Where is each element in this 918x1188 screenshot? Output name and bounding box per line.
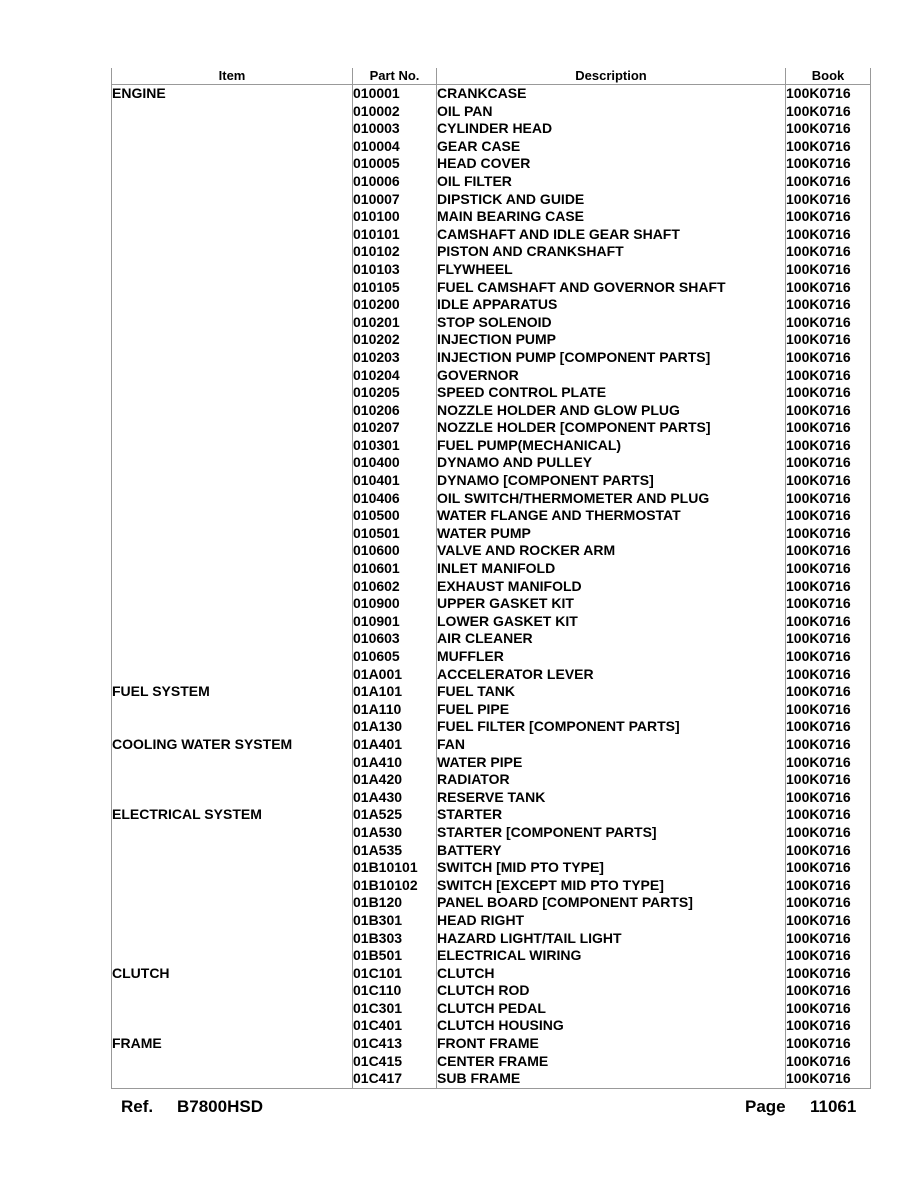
table-row [112,103,871,121]
cell-book: 100K0716 [786,1035,871,1053]
cell-item [112,419,353,437]
cell-description: HEAD RIGHT [437,912,786,930]
cell-part-no: 01A525 [353,806,437,824]
cell-item [112,384,353,402]
table-row [112,1000,871,1018]
cell-item [112,226,353,244]
cell-item: FRAME [112,1035,353,1053]
table-row [112,490,871,508]
cell-book: 100K0716 [786,138,871,156]
cell-description: CLUTCH HOUSING [437,1017,786,1035]
cell-item [112,982,353,1000]
cell-description: RADIATOR [437,771,786,789]
cell-book: 100K0716 [786,736,871,754]
table-row [112,261,871,279]
cell-book: 100K0716 [786,226,871,244]
cell-part-no: 01B120 [353,894,437,912]
cell-book: 100K0716 [786,490,871,508]
cell-item [112,454,353,472]
page-number: 11061 [810,1097,857,1116]
cell-item [112,261,353,279]
table-row [112,842,871,860]
cell-item: CLUTCH [112,965,353,983]
table-row [112,173,871,191]
cell-item [112,842,353,860]
page-label: Page [745,1097,786,1116]
cell-book: 100K0716 [786,384,871,402]
cell-description: FUEL CAMSHAFT AND GOVERNOR SHAFT [437,279,786,297]
cell-part-no: 01A410 [353,754,437,772]
table-row [112,630,871,648]
cell-book: 100K0716 [786,437,871,455]
cell-book: 100K0716 [786,965,871,983]
cell-description: WATER PIPE [437,754,786,772]
cell-description: RESERVE TANK [437,789,786,807]
cell-book: 100K0716 [786,754,871,772]
cell-book: 100K0716 [786,718,871,736]
column-header-part-no: Part No. [353,68,437,85]
cell-part-no: 010206 [353,402,437,420]
cell-description: ACCELERATOR LEVER [437,666,786,684]
table-row [112,331,871,349]
cell-part-no: 010105 [353,279,437,297]
cell-item [112,560,353,578]
cell-part-no: 010006 [353,173,437,191]
cell-item: ENGINE [112,85,353,103]
table-row [112,1035,871,1053]
cell-description: FUEL PUMP(MECHANICAL) [437,437,786,455]
cell-description: DIPSTICK AND GUIDE [437,191,786,209]
cell-part-no: 01A401 [353,736,437,754]
cell-book: 100K0716 [786,507,871,525]
cell-part-no: 01B10102 [353,877,437,895]
cell-item [112,648,353,666]
cell-description: FUEL TANK [437,683,786,701]
cell-description: STARTER [437,806,786,824]
table-row [112,912,871,930]
cell-item [112,243,353,261]
cell-part-no: 010205 [353,384,437,402]
cell-part-no: 010400 [353,454,437,472]
cell-part-no: 010207 [353,419,437,437]
table-body [112,85,871,1089]
cell-description: PANEL BOARD [COMPONENT PARTS] [437,894,786,912]
cell-part-no: 01A001 [353,666,437,684]
cell-description: AIR CLEANER [437,630,786,648]
table-row [112,367,871,385]
cell-book: 100K0716 [786,191,871,209]
cell-part-no: 01B301 [353,912,437,930]
cell-item [112,578,353,596]
table-row [112,965,871,983]
cell-description: GEAR CASE [437,138,786,156]
cell-book: 100K0716 [786,367,871,385]
column-header-description: Description [437,68,786,85]
cell-description: SUB FRAME [437,1070,786,1088]
table-row [112,683,871,701]
cell-book: 100K0716 [786,806,871,824]
ref-model-code: B7800HSD [177,1097,263,1116]
table-row [112,384,871,402]
cell-item [112,894,353,912]
cell-description: FUEL FILTER [COMPONENT PARTS] [437,718,786,736]
cell-item [112,930,353,948]
cell-part-no: 010204 [353,367,437,385]
cell-description: PISTON AND CRANKSHAFT [437,243,786,261]
cell-book: 100K0716 [786,894,871,912]
cell-book: 100K0716 [786,120,871,138]
cell-item [112,120,353,138]
cell-part-no: 010605 [353,648,437,666]
page-footer [0,1097,918,1121]
cell-item [112,155,353,173]
cell-book: 100K0716 [786,349,871,367]
cell-item [112,771,353,789]
cell-item [112,824,353,842]
cell-item [112,718,353,736]
cell-item [112,331,353,349]
cell-item [112,507,353,525]
table-row [112,771,871,789]
table-row [112,525,871,543]
cell-part-no: 01A530 [353,824,437,842]
cell-part-no: 010100 [353,208,437,226]
cell-description: DYNAMO [COMPONENT PARTS] [437,472,786,490]
cell-description: SWITCH [MID PTO TYPE] [437,859,786,877]
cell-part-no: 010200 [353,296,437,314]
cell-description: CENTER FRAME [437,1053,786,1071]
cell-description: CLUTCH ROD [437,982,786,1000]
cell-description: LOWER GASKET KIT [437,613,786,631]
cell-book: 100K0716 [786,173,871,191]
cell-part-no: 010001 [353,85,437,103]
cell-book: 100K0716 [786,525,871,543]
table-row [112,578,871,596]
cell-item [112,701,353,719]
cell-part-no: 01C417 [353,1070,437,1088]
cell-description: STARTER [COMPONENT PARTS] [437,824,786,842]
cell-book: 100K0716 [786,243,871,261]
column-header-item: Item [112,68,353,85]
cell-book: 100K0716 [786,454,871,472]
cell-book: 100K0716 [786,1000,871,1018]
table-row [112,736,871,754]
table-row [112,595,871,613]
table-header [112,68,871,85]
cell-item: ELECTRICAL SYSTEM [112,806,353,824]
cell-part-no: 010401 [353,472,437,490]
cell-part-no: 01C301 [353,1000,437,1018]
table-row [112,789,871,807]
cell-part-no: 010501 [353,525,437,543]
cell-description: CLUTCH PEDAL [437,1000,786,1018]
table-row [112,613,871,631]
cell-description: SPEED CONTROL PLATE [437,384,786,402]
header-row [112,68,871,85]
cell-part-no: 010102 [353,243,437,261]
cell-item [112,789,353,807]
cell-description: WATER FLANGE AND THERMOSTAT [437,507,786,525]
cell-part-no: 010003 [353,120,437,138]
cell-item [112,279,353,297]
table-row [112,208,871,226]
cell-part-no: 01C101 [353,965,437,983]
cell-description: CAMSHAFT AND IDLE GEAR SHAFT [437,226,786,244]
cell-book: 100K0716 [786,331,871,349]
cell-description: OIL FILTER [437,173,786,191]
cell-book: 100K0716 [786,683,871,701]
cell-description: EXHAUST MANIFOLD [437,578,786,596]
cell-description: WATER PUMP [437,525,786,543]
cell-book: 100K0716 [786,648,871,666]
cell-item [112,472,353,490]
table-row [112,314,871,332]
cell-description: VALVE AND ROCKER ARM [437,542,786,560]
cell-description: SWITCH [EXCEPT MID PTO TYPE] [437,877,786,895]
cell-item [112,947,353,965]
table-row [112,472,871,490]
cell-book: 100K0716 [786,859,871,877]
cell-item [112,402,353,420]
cell-description: NOZZLE HOLDER AND GLOW PLUG [437,402,786,420]
cell-part-no: 010602 [353,578,437,596]
cell-part-no: 010600 [353,542,437,560]
cell-book: 100K0716 [786,296,871,314]
table-row [112,138,871,156]
cell-description: INJECTION PUMP [437,331,786,349]
table-row [112,718,871,736]
table-row [112,542,871,560]
cell-item [112,437,353,455]
cell-part-no: 010004 [353,138,437,156]
cell-description: OIL PAN [437,103,786,121]
cell-book: 100K0716 [786,982,871,1000]
cell-book: 100K0716 [786,472,871,490]
cell-item [112,525,353,543]
cell-part-no: 01C415 [353,1053,437,1071]
cell-book: 100K0716 [786,595,871,613]
cell-book: 100K0716 [786,578,871,596]
cell-book: 100K0716 [786,560,871,578]
cell-part-no: 010301 [353,437,437,455]
cell-book: 100K0716 [786,701,871,719]
cell-description: FLYWHEEL [437,261,786,279]
table-row [112,947,871,965]
parts-index-sheet [111,68,870,1089]
table-row [112,1070,871,1088]
cell-book: 100K0716 [786,261,871,279]
cell-book: 100K0716 [786,930,871,948]
cell-part-no: 010005 [353,155,437,173]
cell-item: COOLING WATER SYSTEM [112,736,353,754]
cell-part-no: 010201 [353,314,437,332]
cell-book: 100K0716 [786,877,871,895]
cell-book: 100K0716 [786,542,871,560]
table-row [112,560,871,578]
cell-description: CYLINDER HEAD [437,120,786,138]
table-row [112,806,871,824]
table-row [112,648,871,666]
cell-part-no: 010601 [353,560,437,578]
cell-item [112,1053,353,1071]
cell-book: 100K0716 [786,103,871,121]
table-row [112,877,871,895]
cell-book: 100K0716 [786,419,871,437]
cell-item [112,490,353,508]
cell-description: STOP SOLENOID [437,314,786,332]
cell-part-no: 01C401 [353,1017,437,1035]
cell-item [112,314,353,332]
cell-part-no: 01C110 [353,982,437,1000]
table-row [112,982,871,1000]
cell-item [112,630,353,648]
cell-description: MUFFLER [437,648,786,666]
cell-part-no: 01B501 [353,947,437,965]
cell-book: 100K0716 [786,279,871,297]
cell-book: 100K0716 [786,1017,871,1035]
cell-item [112,367,353,385]
ref-label: Ref. [121,1097,154,1116]
cell-item [112,754,353,772]
cell-part-no: 01B10101 [353,859,437,877]
cell-part-no: 01A420 [353,771,437,789]
cell-item [112,666,353,684]
cell-part-no: 010202 [353,331,437,349]
cell-book: 100K0716 [786,402,871,420]
cell-book: 100K0716 [786,630,871,648]
parts-table [111,68,871,1089]
cell-book: 100K0716 [786,314,871,332]
cell-item [112,877,353,895]
cell-book: 100K0716 [786,912,871,930]
cell-description: ELECTRICAL WIRING [437,947,786,965]
cell-book: 100K0716 [786,613,871,631]
cell-part-no: 010900 [353,595,437,613]
table-row [112,507,871,525]
column-header-book: Book [786,68,871,85]
cell-item [112,1000,353,1018]
cell-item [112,173,353,191]
table-row [112,754,871,772]
table-row [112,226,871,244]
table-row [112,1017,871,1035]
cell-item [112,296,353,314]
cell-description: GOVERNOR [437,367,786,385]
cell-book: 100K0716 [786,85,871,103]
cell-item [112,349,353,367]
cell-part-no: 010406 [353,490,437,508]
cell-part-no: 01A110 [353,701,437,719]
cell-part-no: 01A535 [353,842,437,860]
cell-item [112,542,353,560]
table-row [112,930,871,948]
cell-item [112,103,353,121]
cell-description: NOZZLE HOLDER [COMPONENT PARTS] [437,419,786,437]
cell-description: FUEL PIPE [437,701,786,719]
cell-description: UPPER GASKET KIT [437,595,786,613]
cell-description: DYNAMO AND PULLEY [437,454,786,472]
cell-part-no: 010203 [353,349,437,367]
table-row [112,279,871,297]
cell-description: CRANKCASE [437,85,786,103]
cell-book: 100K0716 [786,771,871,789]
cell-description: HEAD COVER [437,155,786,173]
cell-part-no: 01A130 [353,718,437,736]
cell-description: IDLE APPARATUS [437,296,786,314]
cell-part-no: 01A430 [353,789,437,807]
cell-part-no: 010500 [353,507,437,525]
cell-item [112,208,353,226]
cell-item [112,1070,353,1088]
cell-item: FUEL SYSTEM [112,683,353,701]
cell-book: 100K0716 [786,824,871,842]
cell-book: 100K0716 [786,842,871,860]
cell-book: 100K0716 [786,155,871,173]
cell-part-no: 010901 [353,613,437,631]
table-row [112,437,871,455]
cell-description: FRONT FRAME [437,1035,786,1053]
cell-part-no: 01A101 [353,683,437,701]
table-row [112,454,871,472]
cell-description: MAIN BEARING CASE [437,208,786,226]
table-row [112,120,871,138]
table-row [112,701,871,719]
cell-item [112,595,353,613]
cell-description: INLET MANIFOLD [437,560,786,578]
cell-description: FAN [437,736,786,754]
cell-book: 100K0716 [786,208,871,226]
cell-item [112,191,353,209]
cell-part-no: 010002 [353,103,437,121]
cell-part-no: 01C413 [353,1035,437,1053]
cell-item [112,859,353,877]
cell-part-no: 010103 [353,261,437,279]
table-row [112,85,871,103]
cell-part-no: 010101 [353,226,437,244]
cell-part-no: 01B303 [353,930,437,948]
cell-description: INJECTION PUMP [COMPONENT PARTS] [437,349,786,367]
cell-book: 100K0716 [786,789,871,807]
table-row [112,191,871,209]
cell-description: HAZARD LIGHT/TAIL LIGHT [437,930,786,948]
cell-book: 100K0716 [786,1053,871,1071]
table-row [112,859,871,877]
cell-book: 100K0716 [786,666,871,684]
table-row [112,824,871,842]
table-row [112,666,871,684]
cell-item [112,912,353,930]
table-row [112,349,871,367]
table-row [112,894,871,912]
cell-part-no: 010007 [353,191,437,209]
cell-book: 100K0716 [786,947,871,965]
cell-part-no: 010603 [353,630,437,648]
cell-item [112,138,353,156]
cell-item [112,1017,353,1035]
table-row [112,296,871,314]
cell-item [112,613,353,631]
table-row [112,243,871,261]
cell-description: CLUTCH [437,965,786,983]
cell-description: OIL SWITCH/THERMOMETER AND PLUG [437,490,786,508]
table-row [112,402,871,420]
table-row [112,1053,871,1071]
cell-book: 100K0716 [786,1070,871,1088]
table-row [112,155,871,173]
table-row [112,419,871,437]
cell-description: BATTERY [437,842,786,860]
